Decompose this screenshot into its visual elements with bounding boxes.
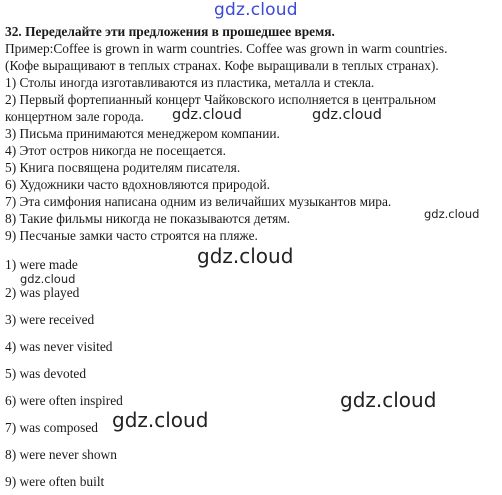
watermark: gdz.cloud [112,408,209,432]
sentence-2: 2) Первый фортепианный концерт Чайковского исполняется в центральном [5,92,437,107]
answer-1: 1) were made [5,257,78,272]
watermark-top: gdz.cloud [214,0,298,20]
example-line: Пример:Coffee is grown in warm countries. Coffee was grown in warm countries. [5,41,448,56]
sentence-4: 4) Этот остров никогда не посещается. [5,143,226,158]
watermark: gdz.cloud [172,107,242,123]
answer-3: 3) were received [5,312,95,327]
exercise-title: 32. Переделайте эти предложения в прошедшее время. [5,24,335,39]
sentence-7: 7) Эта симфония написана одним из величайших музыкантов мира. [5,194,392,209]
sentence-2-continued: концертном зале города. [5,109,144,124]
watermark: gdz.cloud [340,388,437,412]
answer-5: 5) was devoted [5,366,87,381]
sentence-9: 9) Песчаные замки часто строятся на пляже. [5,228,258,243]
answer-4: 4) was never visited [5,339,113,354]
answer-2: 2) was played [5,285,80,300]
watermark: gdz.cloud [424,207,480,221]
sentence-3: 3) Письма принимаются менеджером компании. [5,126,280,141]
answer-7: 7) was composed [5,420,98,435]
example-translation: (Кофе выращивают в теплых странах. Кофе выращивали в теплых странах). [5,58,439,73]
watermark: gdz.cloud [312,107,382,123]
answer-9: 9) were often built [5,474,105,489]
sentence-1: 1) Столы иногда изготавливаются из пластика, металла и стекла. [5,75,375,90]
sentence-6: 6) Художники часто вдохновляются природой. [5,177,271,192]
answer-6: 6) were often inspired [5,393,123,408]
watermark: gdz.cloud [20,272,76,286]
watermark: gdz.cloud [197,244,294,268]
sentence-5: 5) Книга посвящена родителям писателя. [5,160,241,175]
sentence-8: 8) Такие фильмы никогда не показываются детям. [5,211,291,226]
answer-8: 8) were never shown [5,447,117,462]
